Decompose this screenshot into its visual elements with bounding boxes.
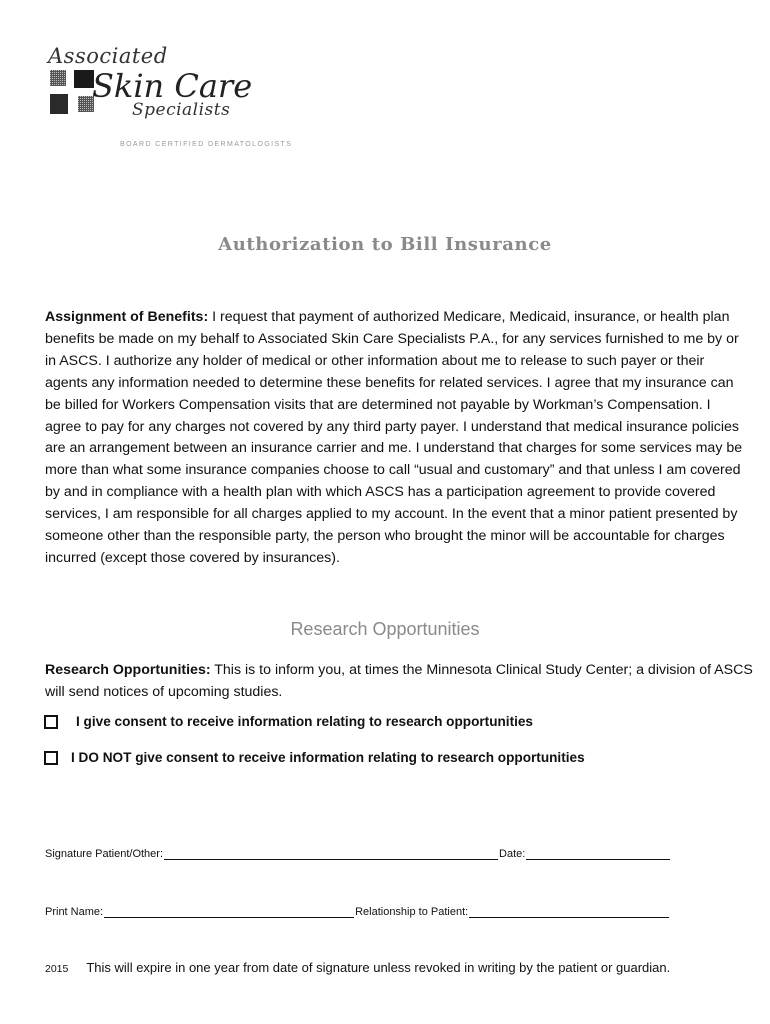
print-name-label: Print Name: — [45, 906, 104, 918]
signature-field[interactable] — [164, 848, 498, 860]
document-title: Authorization to Bill Insurance — [218, 234, 552, 255]
paragraph-line: Assignment of Benefits: I request that payment of authorized Medicare, Medicaid, insurance, or health plan — [45, 309, 730, 325]
assignment-label: Assignment of Benefits: — [45, 309, 209, 325]
paragraph-line: more than what some insurance companies choose to call “usual and customary” and that unless I am covered — [45, 462, 741, 479]
consent-option-label: I give consent to receive information relating to research opportunities — [76, 714, 533, 729]
consent-option-row — [44, 714, 533, 729]
consent-checkbox[interactable] — [44, 715, 58, 729]
paragraph-line: agree to pay for any charges not covered by any third party payer. I understand that medical insurance policies — [45, 418, 740, 435]
signature-label: Signature Patient/Other: — [45, 848, 164, 860]
research-paragraph — [45, 659, 753, 703]
print-name-row — [45, 906, 670, 918]
company-logo — [46, 44, 293, 154]
logo-text-skin-care: Skin Care — [92, 67, 253, 105]
date-label: Date: — [499, 848, 526, 860]
research-label: Research Opportunities: — [45, 662, 211, 678]
relationship-label: Relationship to Patient: — [355, 906, 469, 918]
print-name-field[interactable] — [104, 906, 354, 918]
research-section-heading: Research Opportunities — [290, 619, 480, 639]
paragraph-line: Research Opportunities: This is to inform you, at times the Minnesota Clinical Study Center; a division of ASCS — [45, 662, 753, 678]
assignment-of-benefits-paragraph — [45, 307, 743, 570]
no-consent-checkbox[interactable] — [44, 751, 58, 765]
paragraph-line: in ASCS. I authorize any holder of medical or other information about me to release to such payer or their — [45, 352, 705, 369]
no-consent-option-label: I DO NOT give consent to receive information relating to research opportunities — [71, 750, 585, 765]
footer-year: 2015 — [45, 963, 69, 975]
signature-row — [45, 848, 671, 860]
logo-tagline: BOARD CERTIFIED DERMATOLOGISTS — [120, 141, 293, 148]
relationship-field[interactable] — [469, 906, 669, 918]
paragraph-line: agents any information needed to determine these benefits for related services. I agree that my insurance can — [45, 374, 734, 391]
no-consent-option-row — [44, 750, 585, 765]
paragraph-line: be billed for Workers Compensation visits that are determined not payable by Workman’s Compensation. I — [45, 396, 711, 413]
logo-text-associated: Associated — [48, 44, 168, 68]
paragraph-line: by and in compliance with a health plan with which ASCS has a participation agreement to provide covered — [45, 484, 716, 501]
paragraph-line: are an arrangement between an insurance carrier and me. I understand that charges for some services may be — [45, 440, 743, 457]
paragraph-line: someone other than the responsible party, the person who brought the minor will be accountable for charges — [45, 528, 725, 545]
logo-squares-graphic — [50, 70, 98, 116]
paragraph-line: will send notices of upcoming studies. — [45, 684, 283, 700]
paragraph-line: services, I am responsible for all charges applied to my account. In the event that a minor patient presented by — [45, 506, 738, 523]
paragraph-line: benefits be made on my behalf to Associated Skin Care Specialists P.A., for any services furnished to me by or — [45, 330, 739, 347]
paragraph-line: incurred (except those covered by insurances). — [45, 549, 340, 566]
footer — [45, 960, 670, 975]
expiration-notice: This will expire in one year from date of signature unless revoked in writing by the patient or guardian. — [86, 960, 671, 975]
date-field[interactable] — [526, 848, 670, 860]
logo-text-specialists: Specialists — [132, 100, 231, 120]
